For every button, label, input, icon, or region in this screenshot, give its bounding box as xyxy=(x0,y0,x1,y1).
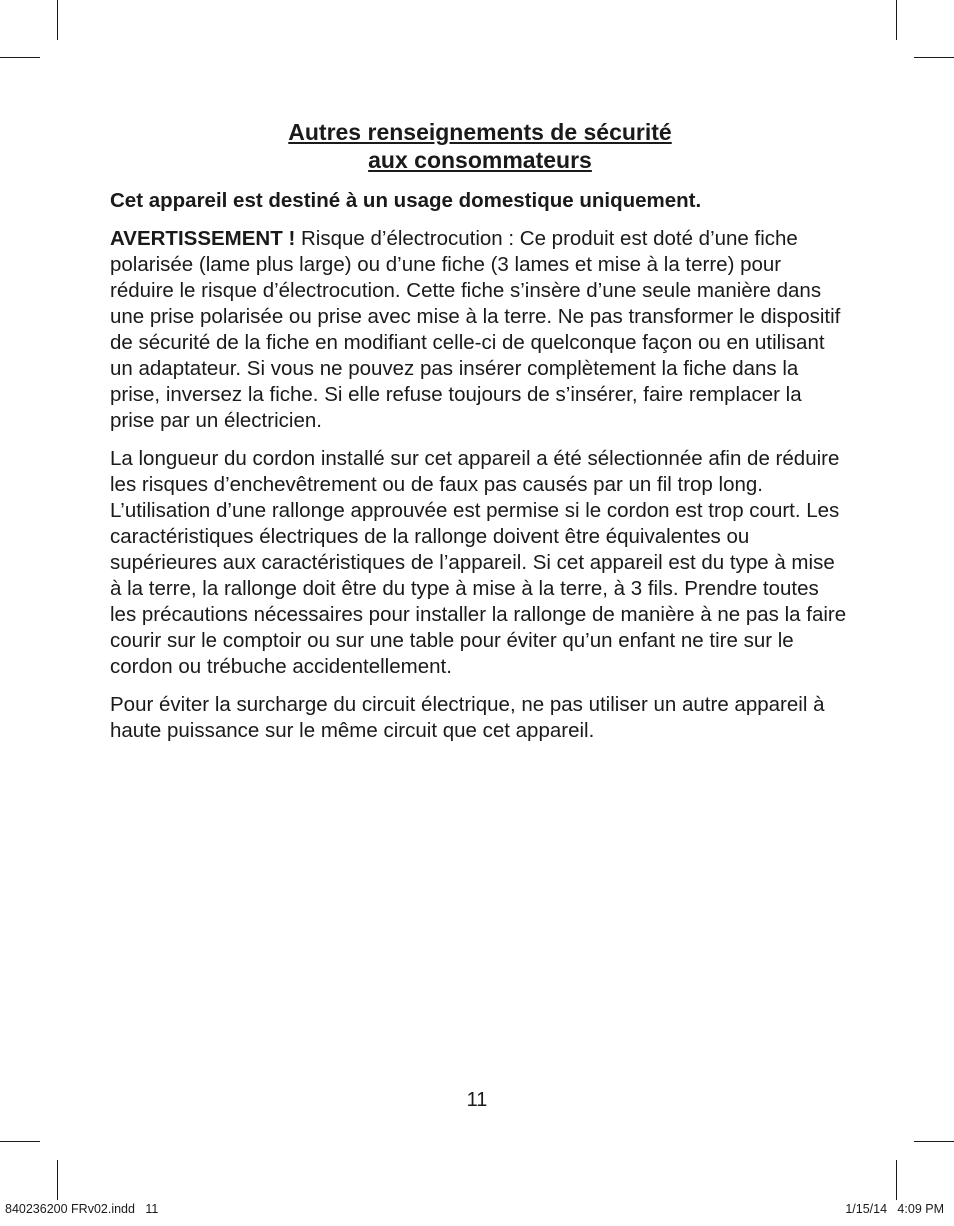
warning-label: AVERTISSEMENT ! xyxy=(110,227,296,250)
crop-mark-bottom-left-horizontal xyxy=(0,1141,40,1142)
crop-mark-bottom-right-vertical xyxy=(896,1160,897,1200)
page-title-line-1: Autres renseignements de sécurité xyxy=(288,119,672,145)
print-slug-file: 840236200 FRv02.indd 11 xyxy=(5,1202,159,1216)
household-use-notice: Cet appareil est destiné à un usage domestique uniquement. xyxy=(110,189,702,212)
crop-mark-top-right-vertical xyxy=(896,0,897,40)
page-title-line-2: aux consommateurs xyxy=(368,147,592,173)
crop-mark-bottom-left-vertical xyxy=(57,1160,58,1200)
crop-mark-top-right-horizontal xyxy=(914,57,954,58)
cord-length-paragraph: La longueur du cordon installé sur cet appareil a été sélectionnée afin de réduire les risques d’enchevêtrement ou de faux pas causés par un fil trop long. L’utilisation d’une rallonge approuvée est permise si le cordon est trop court. Les caractéristiques électriques de la rallonge doivent être équivalentes ou supérieures aux caractéristiques de l’appareil. Si cet appareil est du type à mise à la terre, la rallonge doit être du type à mise à la terre, à 3 fils. Prendre toutes les précautions nécessaires pour installer la rallonge de manière à ne pas la faire courir sur le comptoir ou sur une table pour éviter qu’un enfant ne tire sur le cordon ou trébuche accidentellement. xyxy=(110,447,847,678)
print-slug-date: 1/15/14 4:09 PM xyxy=(845,1202,944,1216)
crop-mark-top-left-horizontal xyxy=(0,57,40,58)
page-content xyxy=(110,118,850,744)
crop-mark-top-left-vertical xyxy=(57,0,58,40)
page-title xyxy=(110,118,850,174)
warning-paragraph xyxy=(110,226,850,434)
crop-mark-bottom-right-horizontal xyxy=(914,1141,954,1142)
page-number: 11 xyxy=(466,1089,488,1111)
circuit-overload-paragraph: Pour éviter la surcharge du circuit électrique, ne pas utiliser un autre appareil à haute puissance sur le même circuit que cet appareil. xyxy=(110,693,825,742)
warning-text: Risque d’électrocution : Ce produit est doté d’une fiche polarisée (lame plus large) ou d’une fiche (3 lames et mise à la terre) pour réduire le risque d’électrocution. Cette fiche s’insère d’une seule manière dans une prise polarisée ou prise avec mise à la terre. Ne pas transformer le dispositif de sécurité de la fiche en modifiant celle-ci de quelconque façon ou en utilisant un adaptateur. Si vous ne pouvez pas insérer complètement la fiche dans la prise, inversez la fiche. Si elle refuse toujours de s’insérer, faire remplacer la prise par un électricien. xyxy=(110,227,841,432)
